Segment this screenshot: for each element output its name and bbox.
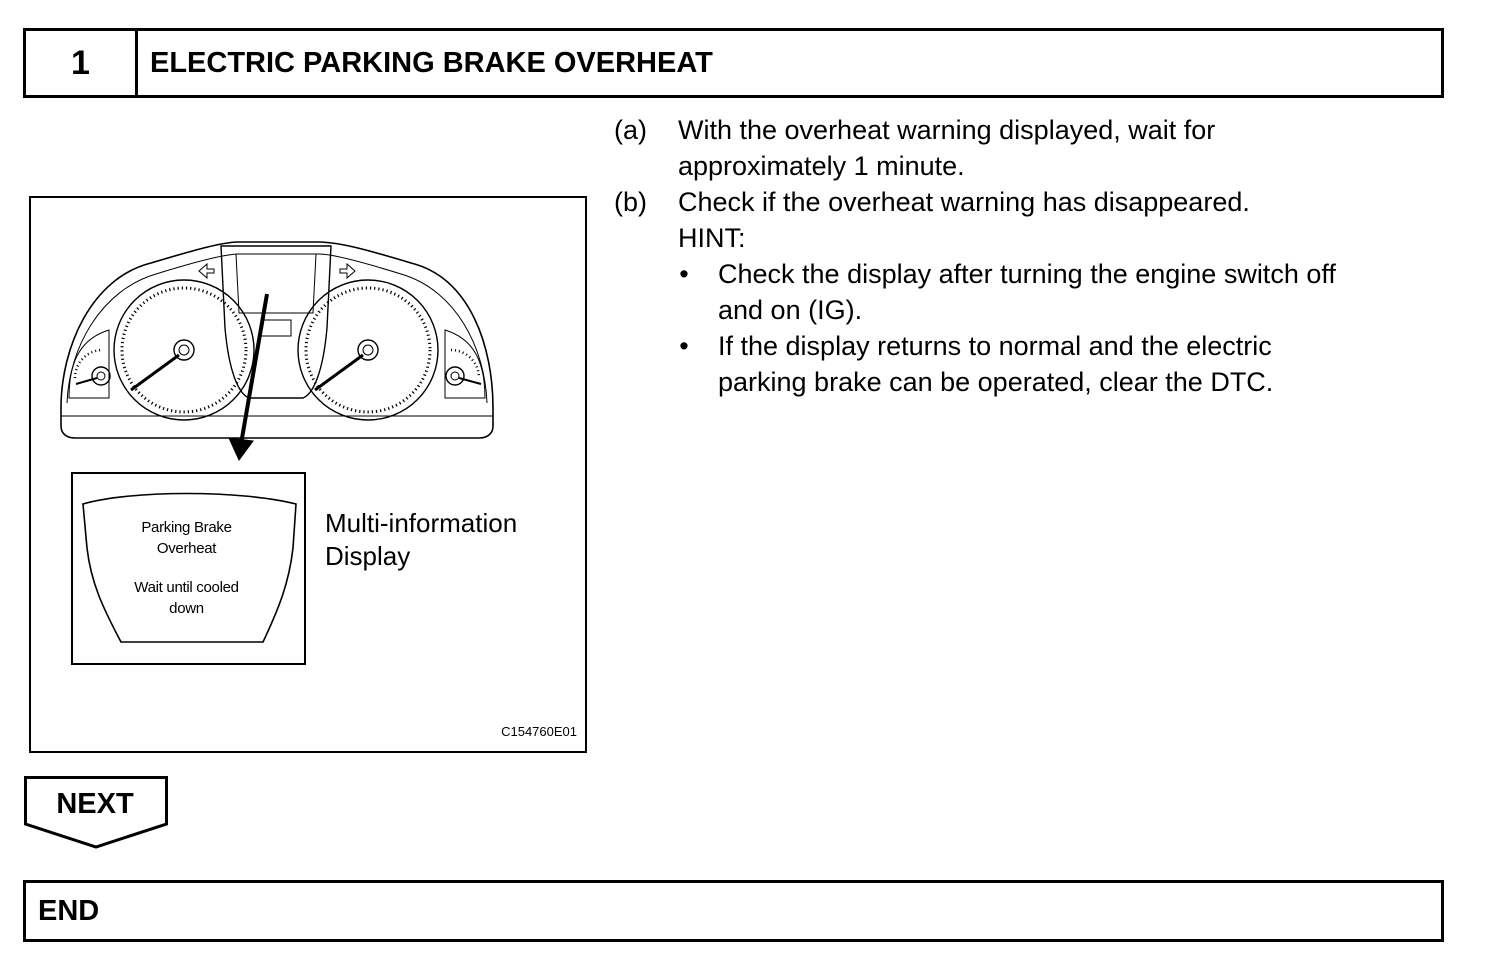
instruction-line: approximately 1 minute. (678, 151, 965, 181)
end-box (23, 880, 1444, 942)
display-callout-label (325, 507, 517, 573)
bullet-icon: • (679, 259, 689, 289)
end-label: END (38, 895, 100, 927)
hint-heading: HINT: (678, 223, 746, 253)
instructions (614, 112, 1444, 400)
step-title: ELECTRIC PARKING BRAKE OVERHEAT (150, 47, 713, 79)
right-turn-arrow-icon (340, 264, 355, 278)
step-number: 1 (26, 31, 138, 95)
next-button[interactable] (24, 776, 170, 850)
display-instruction (71, 577, 302, 619)
tachometer-gauge (298, 280, 438, 420)
hint-item (678, 328, 1444, 400)
cluster-inner-edge (67, 254, 487, 403)
multi-information-display-box (71, 472, 306, 665)
next-label: NEXT (56, 788, 134, 820)
instruction-label: (b) (614, 187, 647, 217)
hint-list (678, 256, 1444, 400)
display-line: Overheat (156, 540, 217, 557)
display-line: Parking Brake (141, 519, 232, 536)
temperature-gauge (445, 330, 485, 398)
instruction-label: (a) (614, 115, 647, 145)
fuel-gauge (69, 330, 110, 398)
step-header (23, 28, 1444, 98)
display-line: Wait until cooled (134, 579, 239, 596)
instruction-b (614, 184, 1444, 400)
callout-line: Multi-information (325, 508, 518, 538)
instruction-line: Check if the overheat warning has disappeared. (678, 187, 1250, 217)
illustration-figure (29, 196, 587, 753)
display-message (71, 517, 302, 559)
hint-line: parking brake can be operated, clear the DTC. (718, 367, 1274, 397)
instruction-a (614, 112, 1444, 184)
left-turn-arrow-icon (199, 264, 214, 278)
center-display-housing (221, 246, 331, 398)
hint-line: and on (IG). (718, 295, 863, 325)
display-line: down (169, 600, 204, 617)
speedometer-gauge (114, 280, 254, 420)
hint-line: Check the display after turning the engine switch off (718, 259, 1336, 289)
bullet-icon: • (679, 331, 689, 361)
hint-line: If the display returns to normal and the electric (718, 331, 1272, 361)
pointer-arrowhead-icon (229, 438, 253, 460)
hint-item (678, 256, 1444, 328)
figure-code: C154760E01 (501, 724, 577, 739)
callout-line: Display (325, 541, 411, 571)
instruction-line: With the overheat warning displayed, wait for (678, 115, 1216, 145)
